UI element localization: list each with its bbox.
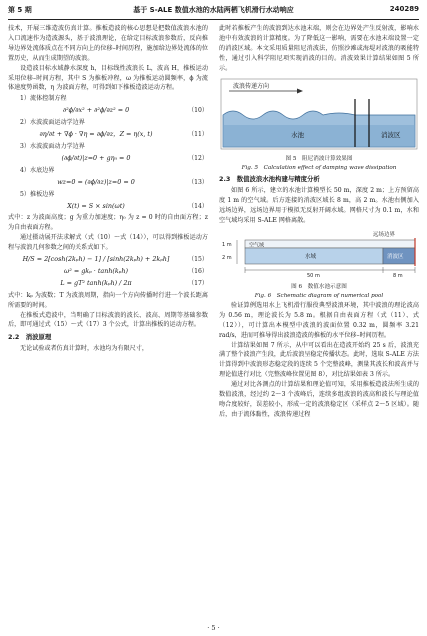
far-field-label: 远场边界	[373, 231, 396, 238]
right-column	[219, 24, 419, 420]
paragraph: 无论试验或者仿真计算时，水池均为有限尺寸，	[20, 345, 148, 353]
equation-number: （17）	[188, 279, 208, 287]
article-id: 240289	[389, 5, 419, 13]
list-item: 1）流体控制方程	[20, 95, 67, 103]
paragraph: 通过摄动展开法求解式（式（10）～式（14）），可以得到推板运动方程与波浪几何参数之间的关系式如下。	[8, 234, 208, 252]
equation-number: （10）	[188, 107, 208, 115]
paragraph: 在推板式造波中，当明确了目标波浪的波长、波高、周期等基础参数后，即可通过式（15）～式（17）3 个公式，计算出推板的运动方程。	[8, 311, 208, 329]
figure-caption-cn: 图 5 阻尼消波计算效果图	[285, 156, 353, 163]
damping-wave-figure	[219, 77, 419, 151]
equation-body: ω² = gkₚ · tanh(kₚh)	[64, 266, 128, 275]
list-item: 4）水底边界	[20, 166, 55, 174]
equation-13	[8, 178, 208, 188]
equation-body: ∂η/∂t + ∇ϕ · ∇η = ∂ϕ/∂z，Z = η(x, t)	[39, 130, 153, 139]
equation-14	[8, 202, 208, 212]
list-item: 3）水波波面动力学边界	[20, 142, 85, 150]
equation-body: H/S = 2[cosh(2kₚh) − 1] / [sinh(2kₚh) + 2kₚh]	[22, 255, 170, 264]
equation-body: L = gT² tanh(kₚh) / 2π	[60, 278, 132, 287]
equation-number: （13）	[188, 178, 208, 186]
direction-label: 波浪传递方向	[233, 82, 270, 90]
figure-5	[219, 77, 419, 173]
paragraph: 验证算例选用水上飞机滑行服役典型波浪环境，其中波浪的理论波高为 0.56 m，理论波长为 5.8 m。根据自由表面方程（式（11）、式（12）），可计算出本模型中波浪的波面位置 0.32 m，圆频率 3.21 rad/s，进而可推导得出波浪造波的推板的水平位移–时间历程。	[219, 301, 419, 339]
section-heading: 2.2 消波原理	[8, 333, 52, 342]
equation-body: X(t) = S × sin(ωt)	[67, 201, 125, 210]
equation-10	[8, 106, 208, 116]
paragraph: 技术，开展三维造波仿真计算。推板造波的核心思想是把数值波浪水池的入口流速作为造波源头，基于波浪理论，在给定目标波浪参数后，反向推导边界处流体质点在不同方向上的位移–时间历程，施加给边界处流体的位置历史，从而生成期望的波浪。	[8, 25, 208, 62]
figure-6	[219, 228, 419, 300]
equation-body: ∂²ϕ/∂x² + ∂²ϕ/∂z² = 0	[62, 106, 130, 115]
running-header	[8, 5, 419, 17]
section-heading: 2.3 数值波浪水池构建与精度分析	[219, 175, 320, 184]
equation-number: （11）	[188, 131, 208, 139]
equation-body: wz=0 = (∂ϕ/∂z)|z=0 = 0	[57, 177, 135, 186]
paragraph: 设造波目标水域静水深度 h，目标线性波浪长 L，波高 H，推板运动采用位移–时间方程，其中 S 为推板冲程，ω 为推板运动圆频率，ϕ 为流体速度势函数，η 为波面方程，可得到如下推板造波运动方程。	[8, 64, 208, 92]
pool-length-label: 50 m	[307, 272, 320, 278]
figure-caption-en: Fig. 5 Calculation effect of damping wave dissipation	[241, 165, 397, 172]
left-column	[8, 24, 208, 354]
equation-17	[8, 279, 208, 289]
page-number: · 5 ·	[207, 624, 220, 632]
paragraph: 计算结果如图 7 所示，从中可以看出在造波开始约 25 s 后，波浪充满了整个波浪产生段，此后波浪呈稳定传播状态。此时，选取 S-ALE 方法计算得到中波浪形态稳定段的连续 5 个完整波峰，测量其波长和波高并与理论值进行对比（完整波峰位置见图 8），对比结果如表 3 所示。	[219, 341, 419, 379]
issue-number: 第 5 期	[8, 6, 32, 14]
equation-number: （12）	[188, 154, 208, 162]
equation-number: （16）	[188, 267, 208, 275]
air-domain-label: 空气域	[249, 242, 265, 249]
air-domain	[245, 240, 415, 248]
paragraph: 式中：kₚ 为波数；T 为波浪周期，指向一个方向传播时行进一个波长距离所需要的时间。	[8, 291, 208, 309]
equation-16	[8, 267, 208, 277]
paragraph: 式中：z 为波面高度；g 为重力加速度；η₀ 为 z = 0 时的自由面方程；z 为自由表面方程。	[8, 214, 208, 232]
paragraph: 如图 6 所示，建立的水池计算模型长 50 m，深度 2 m；上方预留高度 1 m 的空气域。后方连接的消波区域长 8 m，高 2 m。水池右侧加入远场边界，远场边界用于模拟无反射开阔水域。网格尺寸为 0.1 m，水和空气域均采用 S-ALE 网格离散。	[219, 187, 419, 225]
equation-12	[8, 154, 208, 164]
damping-domain-label: 消波区	[387, 253, 404, 260]
air-height-label: 1 m	[222, 241, 232, 248]
equation-15	[8, 255, 208, 265]
figure-caption-cn: 图 6 数值水池示意图	[291, 283, 347, 290]
paragraph: 此时若推板产生的波浪到达水池末端，则会在边界处产生反射波，影响水池中有效波浪的计算精度。为了降低这一影响，需要在水池末端设置一定的消波区域。本文采用质量阻尼消波法，仿照沙滩或海堤对波浪的吸能特性，通过引入科学阻尼项实现消波的目的。消波效果计算结果如图 5 所示。	[219, 25, 419, 72]
pool-label: 水池	[291, 130, 304, 139]
equation-11	[8, 130, 208, 140]
equation-number: （14）	[188, 202, 208, 210]
numerical-pool-diagram	[219, 228, 419, 278]
list-item: 2）水波波面运动学边界	[20, 119, 85, 127]
figure-caption-en: Fig. 6 Schematic diagram of numerical pool	[254, 292, 384, 299]
header-rule	[8, 19, 419, 20]
journal-article-title: 基于 S-ALE 数值水池的水陆两栖飞机滑行水动响应	[133, 6, 294, 14]
water-depth-label: 2 m	[222, 254, 232, 261]
list-item: 5）推板边界	[20, 190, 55, 198]
damping-length-label: 8 m	[393, 272, 403, 278]
paragraph: 通过对比各测点的计算结果和理论值可知，采用推板造波法所生成的数值波浪，经过约 2～3 个波峰后，连续多组波浪的波高和波长与理论值吻合度较好，误差较小，形成一定的波浪稳定区（采样点 2～5 区域）。随后，由于流体黏性，波浪传递过程	[219, 381, 419, 418]
equation-body: (∂ϕ/∂t)|z=0 + gη₀ = 0	[61, 153, 131, 162]
equation-number: （15）	[188, 256, 208, 264]
water-domain-label: 水域	[305, 253, 317, 260]
damping-zone-label: 消波区	[381, 130, 401, 139]
